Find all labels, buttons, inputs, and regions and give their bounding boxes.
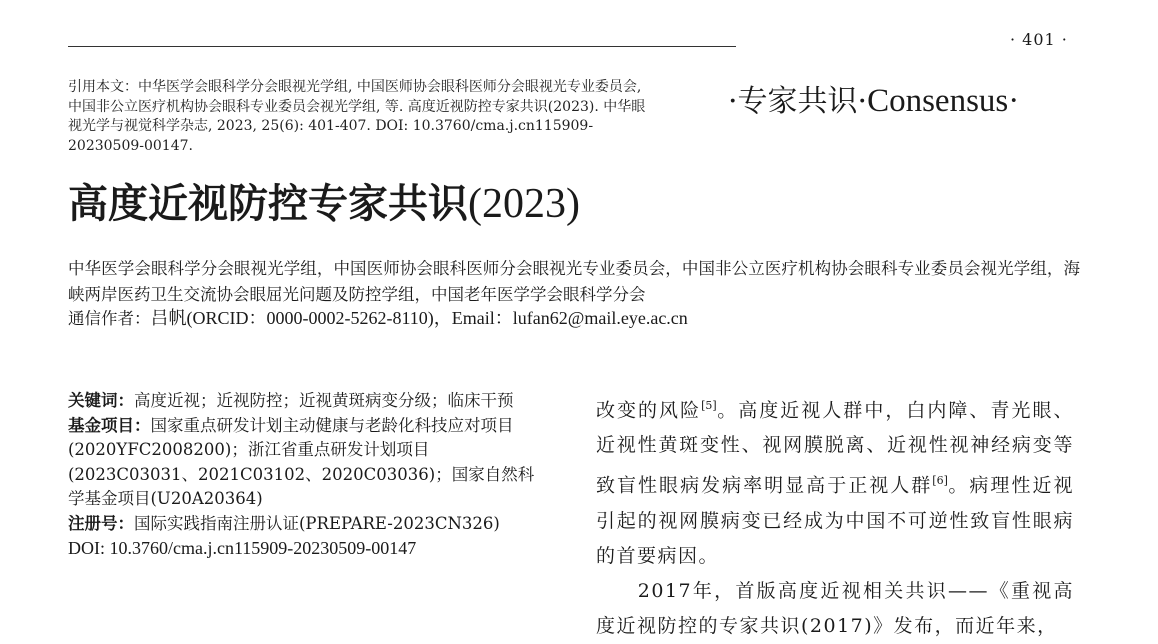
body-text-run: 。高度近视人群中，白内障、青光眼、近视性黄斑变性、视网膜脱离、近视性视神经病变等致盲性眼病发病率明显高于正视人群 [596,399,1074,497]
corresponding-author-label: 通信作者： [68,309,151,328]
body-paragraph-2: 2017年，首版高度近视相关共识——《重视高度近视防控的专家共识(2017)》发布，而近年来， [596,579,1074,637]
doi: DOI: 10.3760/cma.j.cn115909-20230509-00147 [68,538,417,558]
body-text [596,388,1074,644]
article-title-year: (2023) [468,181,580,227]
registration [68,512,548,537]
header-rule [68,46,736,47]
article-title-main: 高度近视防控专家共识 [68,180,468,227]
reference-6[interactable]: [6] [932,474,948,488]
fund-value: 国家重点研发计划主动健康与老龄化科技应对项目(2020YFC2008200)；浙江省重点研发计划项目(2023C03031、2021C03102、2020C03036)；国家自然科学基金项目(U20A20364) [68,415,535,508]
keywords-value: 高度近视；近视防控；近视黄斑病变分级；临床干预 [134,391,514,410]
section-banner [728,76,1088,120]
citation-block: 引用本文：中华医学会眼科学分会眼视光学组, 中国医师协会眼科医师分会眼视光专业委员会, 中国非公立医疗机构协会眼科专业委员会视光学组, 等. 高度近视防控专家共识(2023). 中华眼视光学与视觉科学杂志, 2023, 25(6): 401-407. DOI: 10.3760/cma.j.cn115909-20230509-00147. [68,79,646,154]
corresponding-author [68,307,968,330]
body-text-run: 改变的风险 [596,399,702,422]
fund [68,414,548,512]
reference-5[interactable]: [5] [701,399,717,412]
body-paragraph-1 [596,388,1074,574]
page-number: · 401 · [1010,30,1068,49]
registration-value: 国际实践指南注册认证(PREPARE-2023CN326) [134,513,500,533]
section-banner-cn: ·专家共识· [728,84,868,119]
article-metadata [68,389,548,561]
keywords [68,389,548,414]
author-groups: 中华医学会眼科学分会眼视光学组，中国医师协会眼科医师分会眼视光专业委员会，中国非公立医疗机构协会眼科专业委员会视光学组，海峡两岸医药卫生交流协会眼屈光问题及防控学组，中国老年医学学会眼科学分会 [68,259,1080,304]
keywords-label: 关键词： [68,391,134,410]
registration-label: 注册号： [68,513,134,533]
body-text-run: 。病理性近视引起的视网膜病变已经成为中国不可逆性致盲性眼病的首要病因。 [596,474,1074,567]
fund-label: 基金项目： [68,415,151,435]
article-title [68,172,768,229]
section-banner-en: Consensus· [867,83,1020,119]
corresponding-author-text: 吕帆(ORCID：0000-0002-5262-8110)，Email：lufan62@mail.eye.ac.cn [150,308,688,328]
